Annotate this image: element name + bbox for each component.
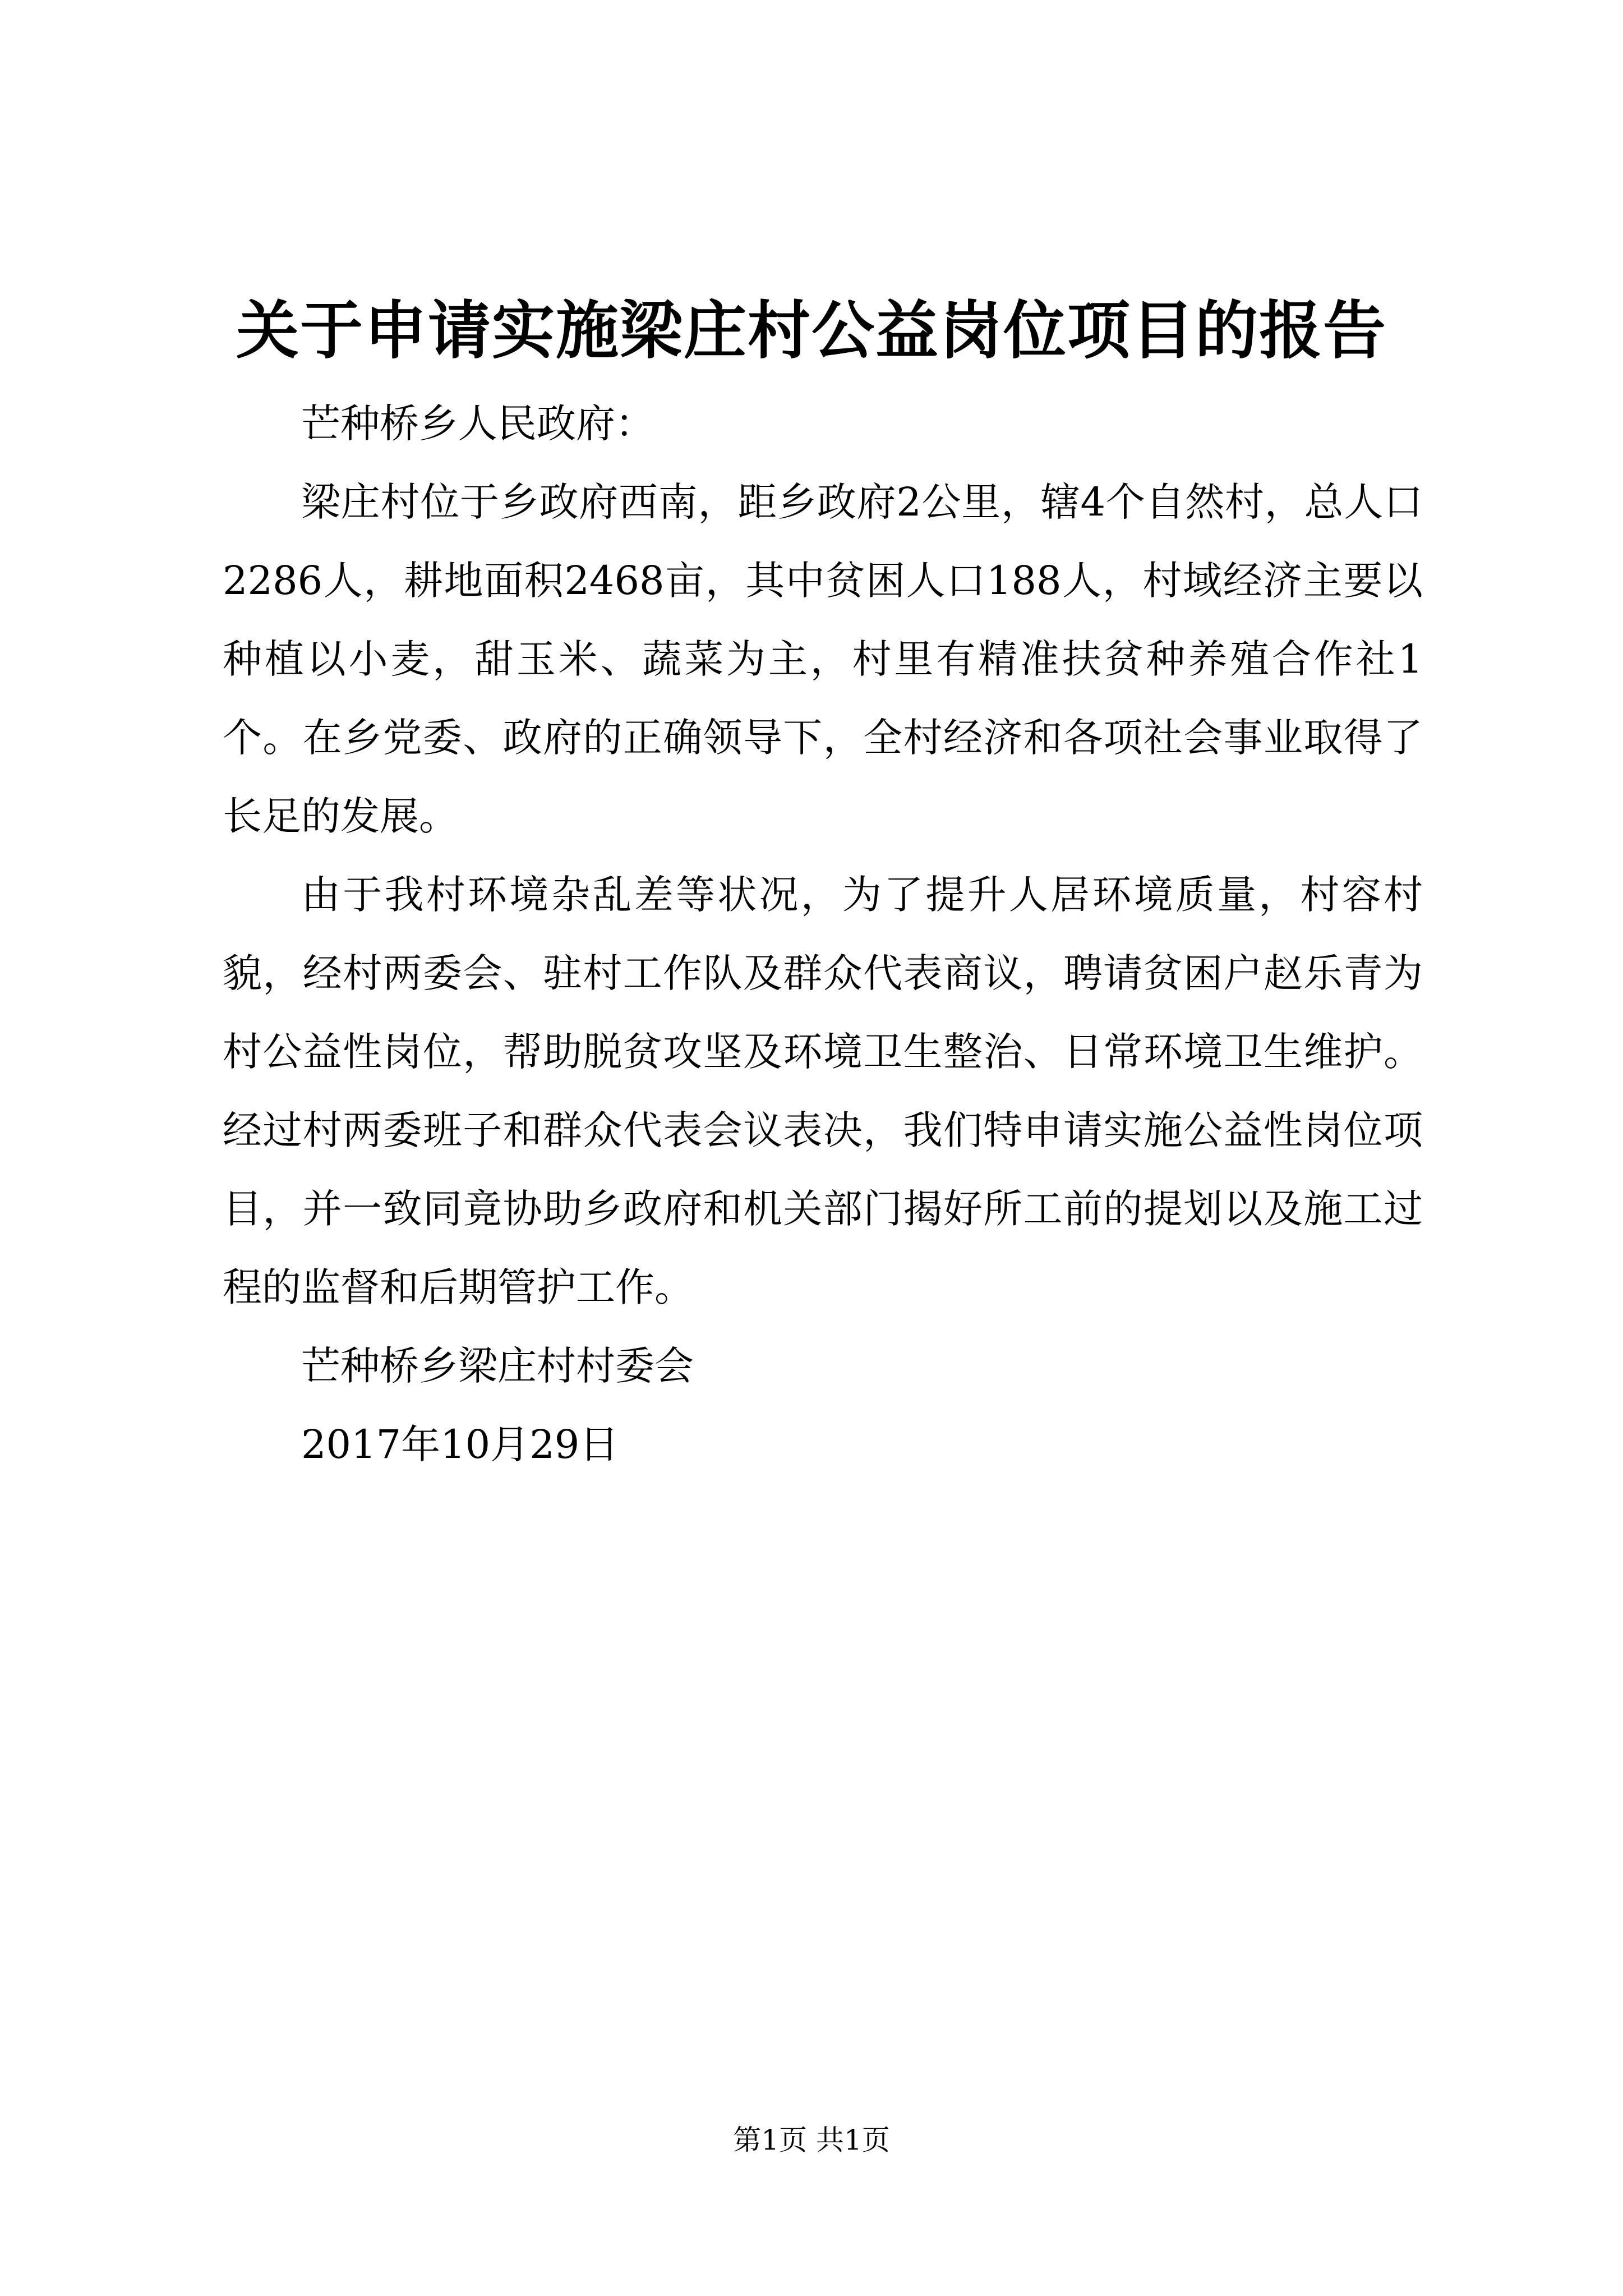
signature: 芒种桥乡梁庄村村委会: [301, 1343, 694, 1389]
paragraph-1: 梁庄村位于乡政府西南，距乡政府2公里，辖4个自然村，总人口2286人，耕地面积2468亩，其中贫困人口188人，村域经济主要以种植以小麦，甜玉米、蔬菜为主，村里有精准扶贫种养殖合作社1个。在乡党委、政府的正确领导下，全村经济和各项社会事业取得了长足的发展。: [223, 479, 1423, 839]
paragraph-2: 由于我村环境杂乱差等状况，为了提升人居环境质量，村容村貌，经村两委会、驻村工作队及群众代表商议，聘请贫困户赵乐青为村公益性岗位，帮助脱贫攻坚及环境卫生整治、日常环境卫生维护。经过村两委班子和群众代表会议表决，我们特申请实施公益性岗位项目，并一致同竟协助乡政府和机关部门揭好所工前的提划以及施工过程的监督和后期管护工作。: [223, 872, 1423, 1310]
document-date: 2017年10月29日: [301, 1421, 619, 1467]
page-footer: 第1页 共1页: [733, 2124, 890, 2156]
salutation: 芒种桥乡人民政府：: [301, 401, 654, 447]
document-title: 关于申请实施梁庄村公益岗位项目的报告: [236, 294, 1387, 367]
document-body: [223, 384, 1423, 1484]
